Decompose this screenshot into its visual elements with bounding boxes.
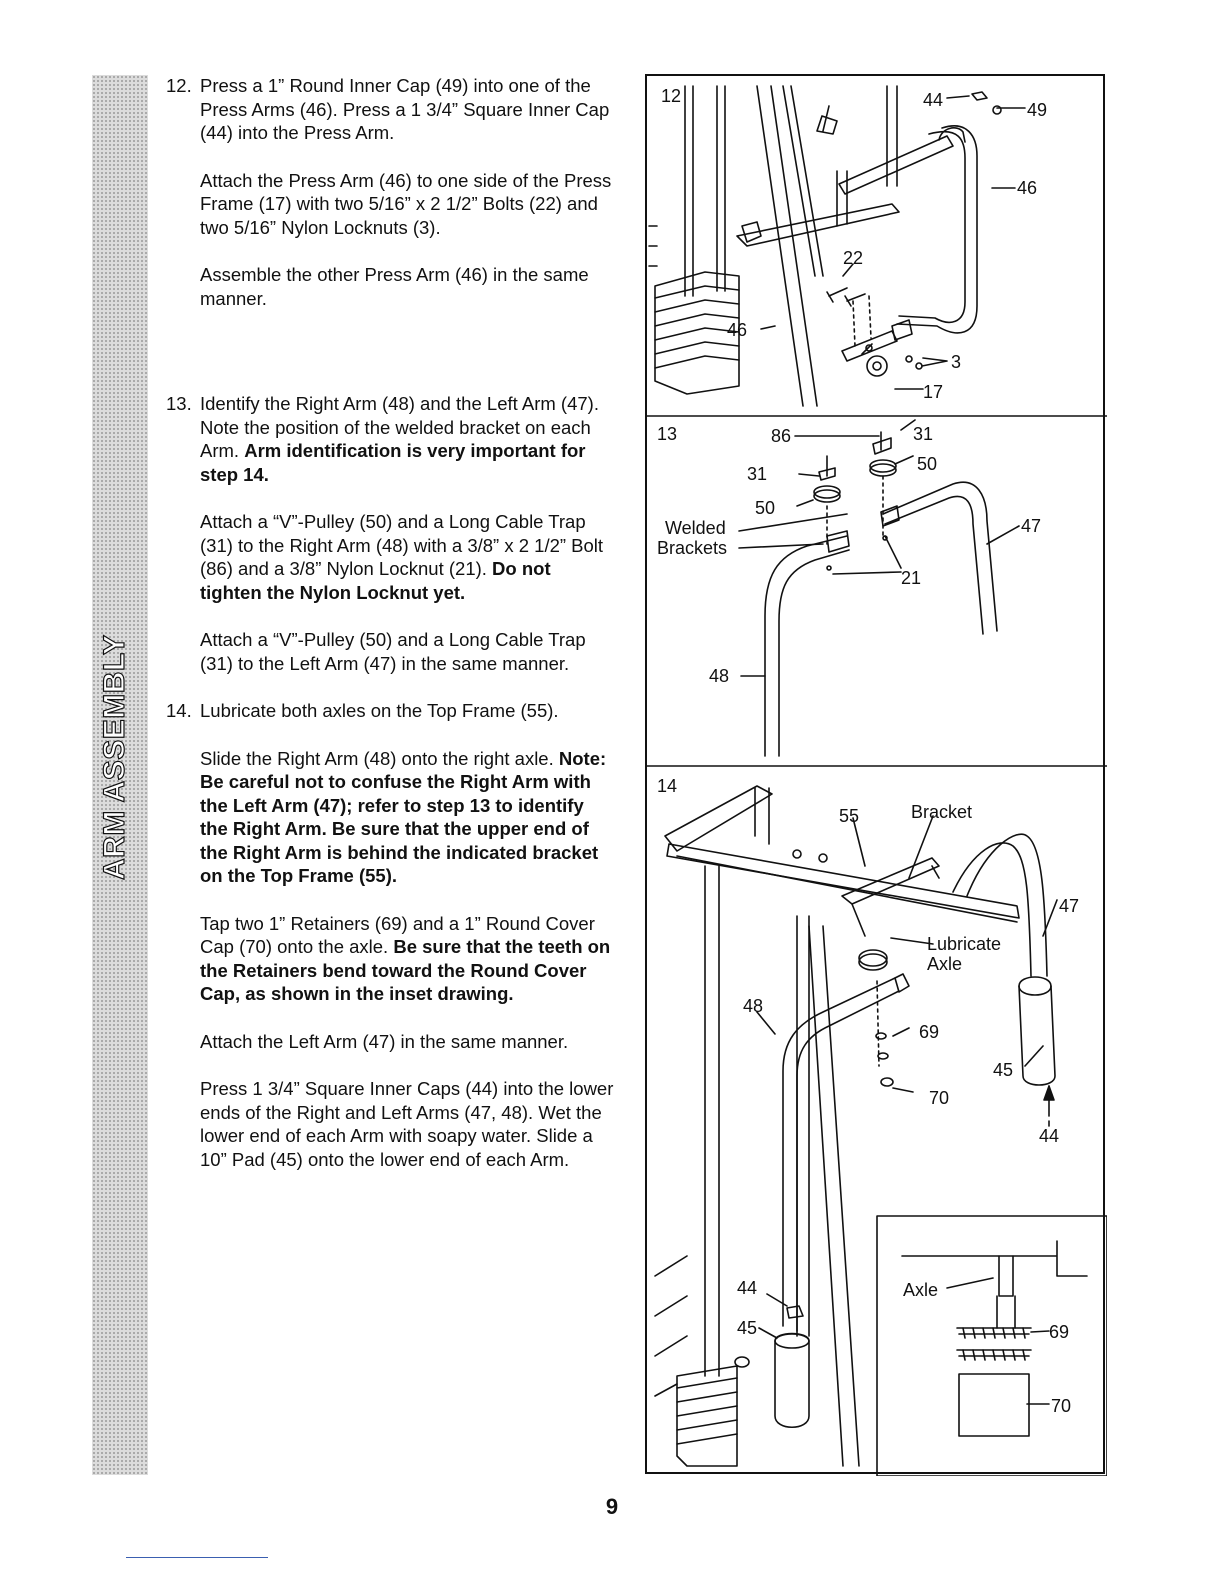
body-text: Attach the Left Arm (47) in the same manner. [200,1030,569,1052]
step-paragraph [200,747,614,888]
instructions-column [166,74,614,1195]
step-paragraph [200,912,614,1006]
body-text: Lubricate both axles on the Top Frame (55). [200,700,559,721]
figure-panel [645,74,1105,1474]
body-text: Attach the Press Arm (46) to one side of the Press Frame (17) with two 5/16” x 2 1/2” Bolts (22) and two 5/16” Nylon Locknuts (3). [200,169,612,238]
welded-label: Welded [665,518,726,538]
callout-label: 31 [913,424,934,444]
lubricate-label: Lubricate [927,934,1002,954]
figure-step-label: 14 [657,776,678,796]
body-text: Press a 1” Round Inner Cap (49) into one of the Press Arms (46). Press a 1 3/4” Square Inner Cap (44) into the Press Arm. [200,75,610,143]
callout-label: 31 [747,464,768,484]
callout-label: 69 [919,1022,940,1042]
emphasis-text: Note: Be careful not to confuse the Right Arm with the Left Arm (47); refer to step 13 to identify the Right Arm. Be sure that the upper end of the Right Arm is behind the indicated bracket on the Top Frame (55). [200,747,607,886]
callout-label: 46 [1017,178,1038,198]
step-number: 14. [166,700,192,721]
step-number: 13. [166,393,192,414]
callout-label: 22 [843,248,864,268]
page-number: 9 [605,1494,619,1519]
callout-label: 46 [727,320,748,340]
callout-label: 44 [737,1278,758,1298]
footer-rule [126,1557,268,1558]
body-text: Attach a “V”-Pulley (50) and a Long Cable Trap (31) to the Left Arm (47) in the same manner. [200,629,586,674]
callout-label: 44 [923,90,944,110]
callout-label: 50 [917,454,938,474]
callout-label: 48 [743,996,764,1016]
callout-label: 47 [1059,896,1080,916]
callout-label: 47 [1021,516,1042,536]
inset-axle-label: Axle [903,1280,939,1300]
step-number: 12. [166,75,192,96]
body-text: Assemble the other Press Arm (46) in the same manner. [200,264,589,309]
callout-label: 17 [923,382,944,402]
callout-label: 21 [901,568,922,588]
step-13 [166,392,614,675]
bracket-label: Bracket [911,802,973,822]
body-text: Press 1 3/4” Square Inner Caps (44) into the lower ends of the Right and Left Arms (47, 48). Wet the lower end of each Arm with soapy water. Slide a 10” Pad (45) onto the lower end of each Arm. [200,1078,614,1170]
step-paragraph [200,1030,614,1054]
figure-12-drawing [649,86,1025,406]
step-paragraph [200,169,614,240]
figure-13-drawing [739,420,1019,756]
callout-label: 50 [755,498,776,518]
step-14 [166,699,614,1171]
figure-step-label: 12 [661,86,682,106]
callout-label: 48 [709,666,730,686]
assembly-figures [647,76,1107,1476]
callout-label: 55 [839,806,860,826]
callout-label: 45 [993,1060,1014,1080]
emphasis-text: Arm identification is very important for step 14. [200,440,586,485]
step-paragraph [200,628,614,675]
step-paragraph [200,699,614,723]
figure-step-label: 13 [657,424,678,444]
step-paragraph [200,263,614,310]
step-paragraph [200,510,614,604]
step-paragraph [200,392,614,486]
callout-label: 3 [951,352,962,372]
body-text: Attach a “V”-Pulley (50) and a Long Cable Trap (31) to the Right Arm (48) with a 3/8” x 2 1/2” Bolt (86) and a 3/8” Nylon Locknut (21). [200,511,604,579]
callout-label: 70 [1051,1396,1072,1416]
step-paragraph [200,74,614,145]
callout-label: 49 [1027,100,1048,120]
brackets-label: Brackets [657,538,728,558]
body-text: Slide the Right Arm (48) onto the right axle. [200,747,559,769]
step-paragraph [200,1077,614,1171]
emphasis-text: Do not tighten the Nylon Locknut yet. [200,558,551,603]
body-text: Tap two 1” Retainers (69) and a 1” Round Cover Cap (70) onto the axle. [200,912,595,957]
callout-label: 70 [929,1088,950,1108]
step-12 [166,74,614,310]
callout-label: 44 [1039,1126,1060,1146]
emphasis-text: Be sure that the teeth on the Retainers bend toward the Round Cover Cap, as shown in the inset drawing. [200,936,611,1004]
lubricate-axle-label: Axle [927,954,963,974]
callout-label: 45 [737,1318,758,1338]
body-text: Identify the Right Arm (48) and the Left Arm (47). Note the position of the welded bracket on each Arm. [200,393,599,461]
callout-label: 69 [1049,1322,1070,1342]
callout-label: 86 [771,426,792,446]
